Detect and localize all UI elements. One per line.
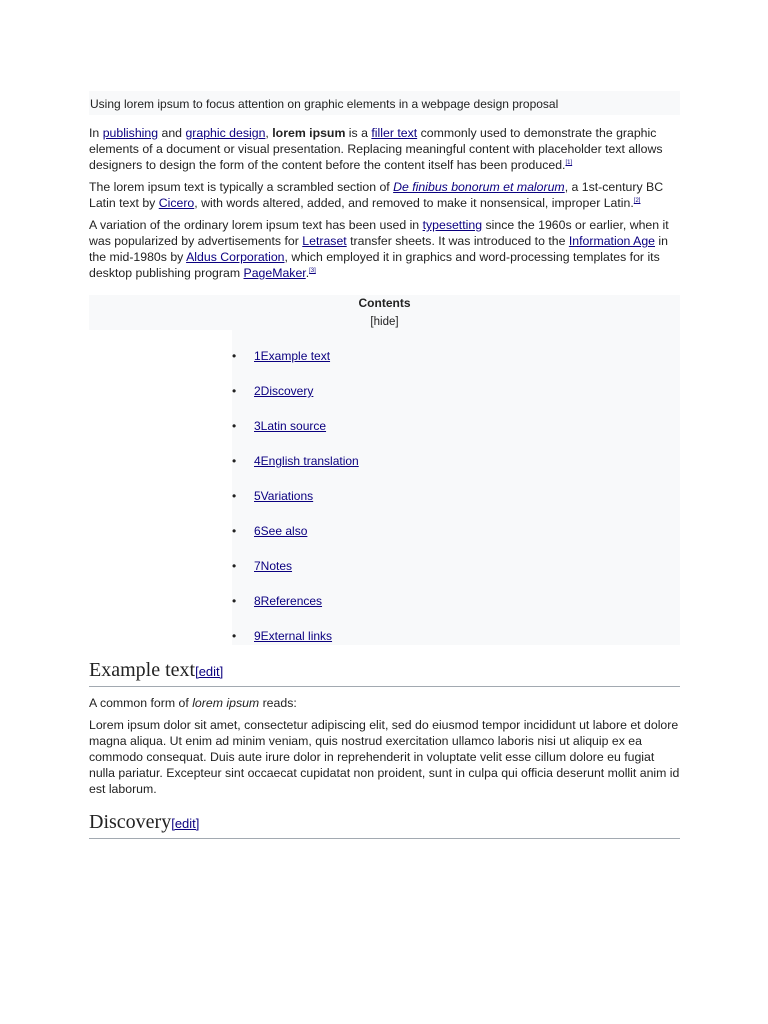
toc-link[interactable]: 5Variations [254,489,314,503]
intro-paragraph-2: The lorem ipsum text is typically a scrambled section of De finibus bonorum et malorum, a 1st-century BC Latin text by Cicero, with words altered, added, and removed to make it nonsensical, improper Latin.[2] [89,180,664,210]
bullet-icon: • [232,454,237,468]
link-filler-text[interactable]: filler text [371,126,418,140]
example-intro-paragraph: A common form of lorem ipsum reads: [89,696,297,710]
reference-2[interactable]: [2] [633,197,641,204]
edit-link-discovery[interactable]: [edit] [171,816,200,831]
reference-1[interactable]: [1] [565,159,573,166]
toc-hide-toggle[interactable]: [hide] [370,316,399,328]
toc-link[interactable]: 3Latin source [254,419,327,433]
link-typesetting[interactable]: typesetting [422,218,483,232]
edit-link-example-text[interactable]: [edit] [195,664,224,679]
intro-paragraph-3: A variation of the ordinary lorem ipsum text has been used in typesetting since the 1960s or earlier, when it was popularized by advertisements for Letraset transfer sheets. It was introduced to the Information Age in the mid-1980s by Aldus Corporation, which employed it in graphics and word-processing templates for its desktop publishing program PageMaker.[3] [89,218,669,280]
toc-link[interactable]: 2Discovery [254,384,314,398]
link-information-age[interactable]: Information Age [568,234,655,248]
toc-link[interactable]: 6See also [254,524,308,538]
image-caption: Using lorem ipsum to focus attention on graphic elements in a webpage design proposal [89,91,680,115]
link-publishing[interactable]: publishing [102,126,159,140]
bullet-icon: • [232,489,237,503]
bold-term: lorem ipsum [272,126,346,140]
bullet-icon: • [232,384,237,398]
toc-title: Contents [358,296,411,310]
bullet-icon: • [232,349,237,363]
link-graphic-design[interactable]: graphic design [185,126,266,140]
intro-paragraph-1: In publishing and graphic design, lorem ipsum is a filler text commonly used to demonstrate the graphic elements of a document or visual presentation. Replacing meaningful content with placeholder text allows designers to design the form of the content before the content itself has been produced.[1] [89,126,663,172]
link-letraset[interactable]: Letraset [302,234,347,248]
toc-link[interactable]: 9External links [254,629,333,643]
bullet-icon: • [232,419,237,433]
link-aldus-corporation[interactable]: Aldus Corporation [186,250,285,264]
bullet-icon: • [232,559,237,573]
section-heading-example-text: Example text[edit] [89,658,680,687]
table-of-contents [89,295,680,645]
toc-header [89,295,680,330]
link-pagemaker[interactable]: PageMaker [243,266,306,280]
toc-link[interactable]: 8References [254,594,323,608]
toc-body [232,330,680,645]
link-de-finibus[interactable]: De finibus bonorum et malorum [393,180,565,194]
article [89,91,680,839]
toc-link[interactable]: 1Example text [254,349,331,363]
link-cicero[interactable]: Cicero [158,196,195,210]
bullet-icon: • [232,594,237,608]
bullet-icon: • [232,629,237,643]
lorem-ipsum-paragraph: Lorem ipsum dolor sit amet, consectetur adipiscing elit, sed do eiusmod tempor incididunt ut labore et dolore magna aliqua. Ut enim ad minim veniam, quis nostrud exercitation ullamco laboris nisi ut aliquip ex ea commodo consequat. Duis aute irure dolor in reprehenderit in voluptate velit esse cillum dolore eu fugiat nulla pariatur. Excepteur sint occaecat cupidatat non proident, sunt in culpa qui officia deserunt mollit anim id est laborum. [89,718,680,796]
reference-3[interactable]: [3] [309,267,316,274]
section-heading-discovery: Discovery[edit] [89,810,680,839]
toc-link[interactable]: 7Notes [254,559,293,573]
toc-link[interactable]: 4English translation [254,454,359,468]
bullet-icon: • [232,524,237,538]
